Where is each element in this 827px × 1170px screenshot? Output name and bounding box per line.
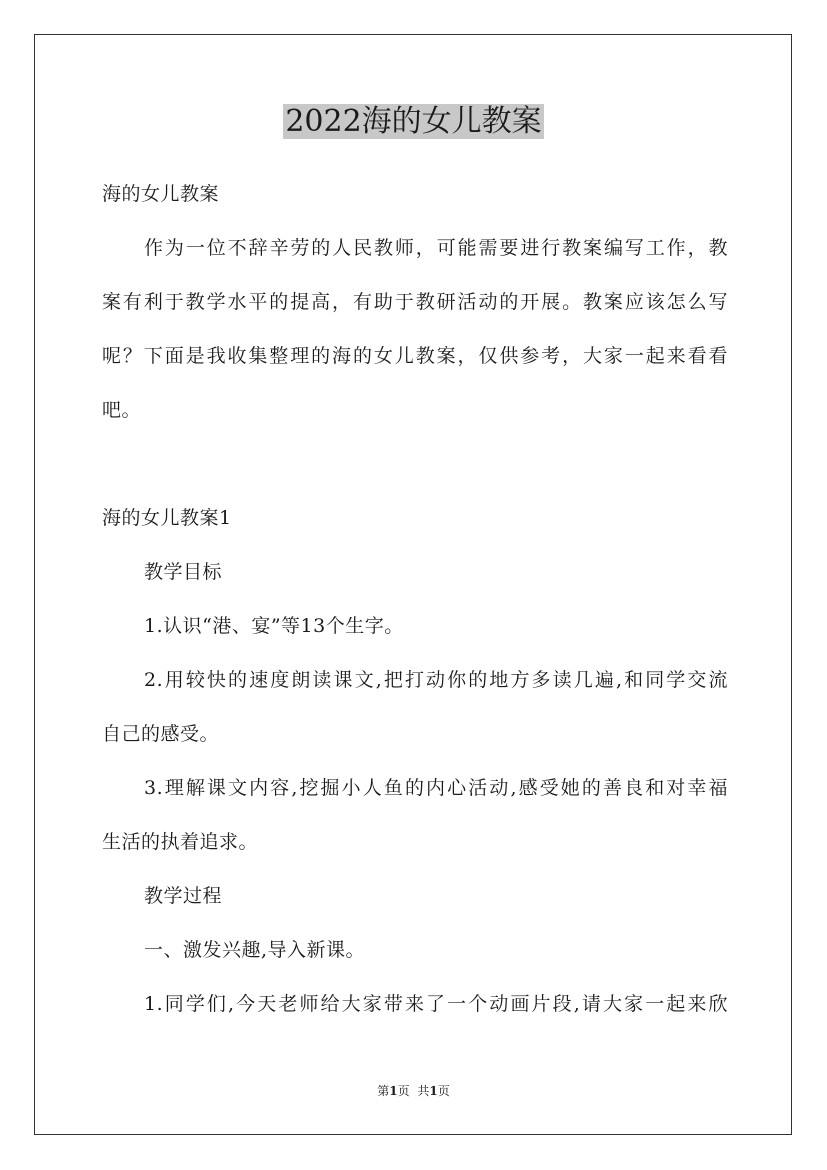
goal-3-line-2: 生活的执着追求。 — [102, 831, 259, 853]
intro-line-1: 作为一位不辞辛劳的人民教师，可能需要进行教案编写工作，教 — [144, 237, 728, 259]
footer-page-suffix: 页 — [397, 1084, 410, 1098]
goal-1: 1.认识“港、宴”等13个生字。 — [144, 615, 404, 637]
footer-total-suffix: 页 — [437, 1084, 450, 1098]
footer-page-number: 1 — [389, 1084, 398, 1098]
goals-heading: 教学目标 — [144, 561, 223, 583]
section-heading: 海的女儿教案1 — [102, 507, 232, 529]
page-footer — [0, 1082, 827, 1100]
document-title — [0, 100, 827, 144]
step-heading: 一、激发兴趣,导入新课。 — [144, 939, 366, 961]
step-1-line: 1.同学们,今天老师给大家带来了一个动画片段,请大家一起来欣 — [144, 993, 728, 1015]
goal-2-line-1: 2.用较快的速度朗读课文,把打动你的地方多读几遍,和同学交流 — [144, 669, 728, 691]
goal-3-line-1: 3.理解课文内容,挖掘小人鱼的内心活动,感受她的善良和对幸福 — [144, 777, 728, 799]
intro-line-3: 呢？下面是我收集整理的海的女儿教案，仅供参考，大家一起来看看 — [102, 345, 728, 367]
footer-total-prefix: 共 — [417, 1084, 430, 1098]
process-heading: 教学过程 — [144, 885, 223, 907]
document-subtitle: 海的女儿教案 — [102, 183, 220, 205]
footer-page-prefix: 第 — [377, 1084, 390, 1098]
intro-line-4: 吧。 — [102, 399, 142, 421]
goal-2-line-2: 自己的感受。 — [102, 723, 220, 745]
document-title-text: 2022海的女儿教案 — [285, 104, 542, 139]
footer-total-number: 1 — [429, 1084, 438, 1098]
intro-line-2: 案有利于教学水平的提高，有助于教研活动的开展。教案应该怎么写 — [102, 291, 728, 313]
